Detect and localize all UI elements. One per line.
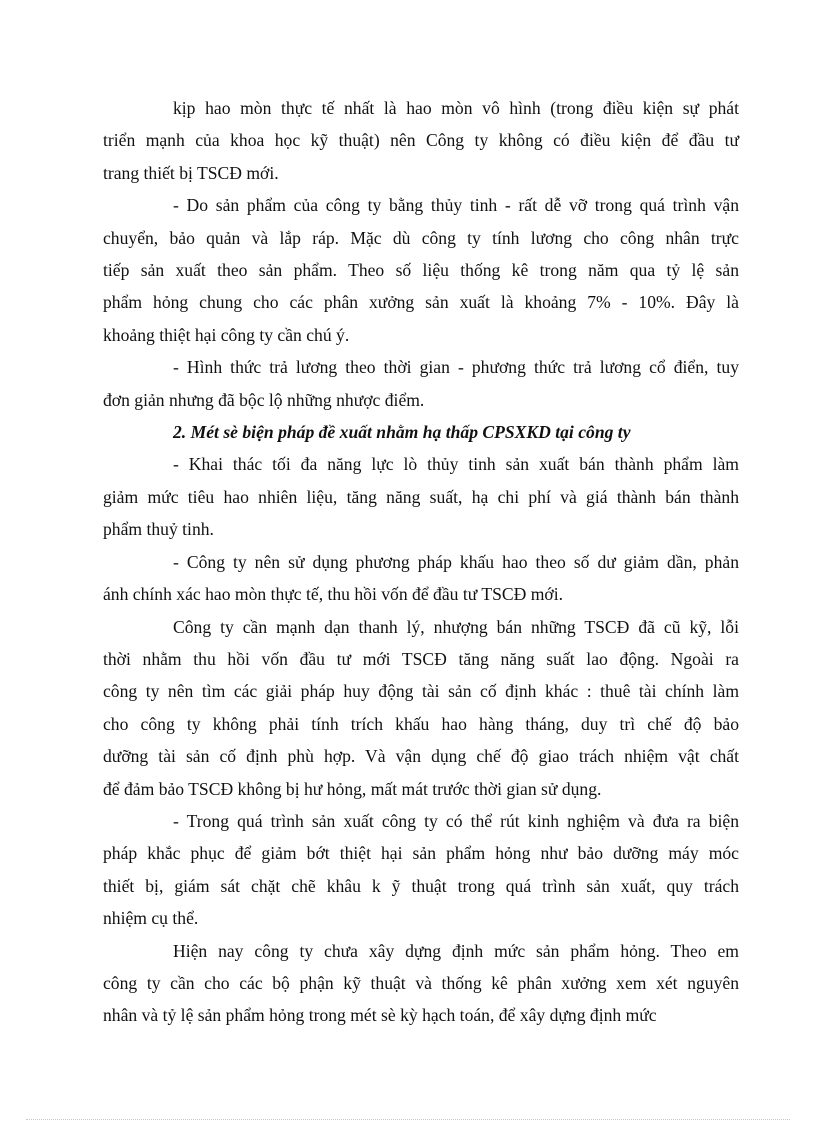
paragraph-line: pháp khắc phục để giảm bớt thiệt hại sản phẩm hỏng như bảo dưỡng máy móc [103,843,739,864]
paragraph-line: nhân và tỷ lệ sản phẩm hỏng trong mét sè kỳ hạch toán, để xây dựng định mức [103,1005,657,1026]
paragraph-line: - Công ty nên sử dụng phương pháp khấu hao theo số dư giảm dần, phản [173,551,739,572]
paragraph-line: thời nhằm thu hồi vốn đầu tư mới TSCĐ tăng năng suất lao động. Ngoài ra [103,648,739,669]
paragraph-line: công ty cần cho các bộ phận kỹ thuật và thống kê phân xưởng xem xét nguyên [103,972,739,993]
section-heading: 2. Mét sè biện pháp đề xuất nhằm hạ thấp CPSXKD tại công ty [173,422,631,443]
paragraph-line: giảm mức tiêu hao nhiên liệu, tăng năng suất, hạ chi phí và giá thành bán thành [103,486,739,507]
paragraph-line: kịp hao mòn thực tế nhất là hao mòn vô hình (trong điều kiện sự phát [173,98,739,118]
paragraph-line: - Hình thức trả lương theo thời gian - phương thức trả lương cổ điển, tuy [173,357,739,378]
paragraph-line: phẩm hỏng chung cho các phân xưởng sản xuất là khoảng 7% - 10%. Đây là [103,292,739,313]
paragraph-line: khoảng thiệt hại công ty cần chú ý. [103,324,350,345]
paragraph-line: Công ty cần mạnh dạn thanh lý, nhượng bán những TSCĐ đã cũ kỹ, lỗi [173,616,739,637]
paragraph-line: tiếp sản xuất theo sản phẩm. Theo số liệu thống kê trong năm qua tỷ lệ sản [103,260,739,281]
paragraph-line: cho công ty không phải tính trích khấu hao hàng tháng, duy trì chế độ bảo [103,713,739,734]
paragraph-line: đơn giản nhưng đã bộc lộ những nhược điểm. [103,389,425,410]
paragraph-line: nhiệm cụ thể. [103,908,199,929]
document-page [103,92,739,1032]
paragraph-line: phẩm thuỷ tinh. [103,519,214,540]
paragraph-line: - Trong quá trình sản xuất công ty có thể rút kinh nghiệm và đưa ra biện [173,810,739,831]
paragraph-line: Hiện nay công ty chưa xây dựng định mức sản phẩm hỏng. Theo em [173,940,739,961]
paragraph-line: triển mạnh của khoa học kỹ thuật) nên Công ty không có điều kiện để đầu tư [103,130,739,151]
paragraph-line: ánh chính xác hao mòn thực tế, thu hồi vốn để đầu tư TSCĐ mới. [103,584,564,605]
paragraph-line: công ty nên tìm các giải pháp huy động tài sản cố định khác : thuê tài chính làm [103,681,739,702]
paragraph-line: - Do sản phẩm của công ty bằng thủy tinh - rất dễ vỡ trong quá trình vận [173,195,739,216]
paragraph-line: - Khai thác tối đa năng lực lò thủy tinh sản xuất bán thành phẩm làm [173,454,739,475]
paragraph-line: chuyển, bảo quản và lắp ráp. Mặc dù công ty tính lương cho công nhân trực [103,227,739,248]
paragraph-line: trang thiết bị TSCĐ mới. [103,162,279,183]
paragraph-line: để đảm bảo TSCĐ không bị hư hỏng, mất mát trước thời gian sử dụng. [103,778,602,799]
paragraph-line: dưỡng tài sản cố định phù hợp. Và vận dụng chế độ giao trách nhiệm vật chất [103,746,739,767]
page-bottom-divider [26,1119,790,1120]
paragraph-line: thiết bị, giám sát chặt chẽ khâu k ỹ thuật trong quá trình sản xuất, quy trách [103,875,739,896]
